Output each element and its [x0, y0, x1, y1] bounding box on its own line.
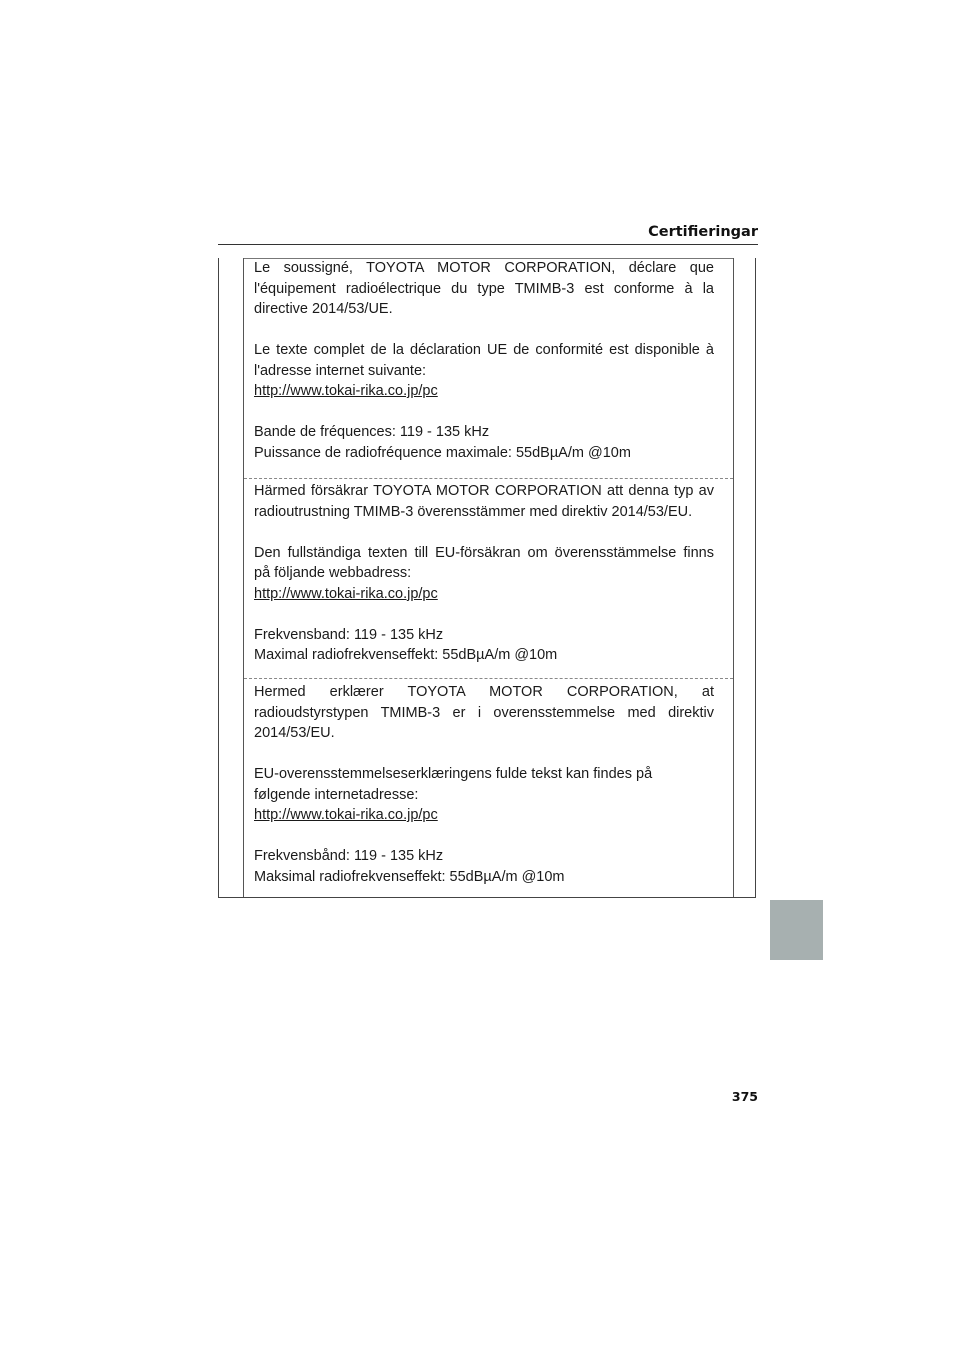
declaration-french — [254, 258, 714, 463]
declaration-text-line: l'équipement radioélectrique du type TMIMB-3 est conforme à la — [254, 280, 714, 297]
declaration-text-line: Le texte complet de la déclaration UE de conformité est disponible à — [254, 342, 714, 358]
declaration-text-line: radioudstyrstypen TMIMB-3 er i overensstemmelse med direktiv — [254, 704, 714, 721]
frequency-band-text: Frekvensband: 119 - 135 kHz — [254, 626, 444, 643]
declaration-text-line: Le soussigné, TOYOTA MOTOR CORPORATION, déclare que — [254, 260, 714, 276]
certification-inner-frame — [243, 258, 734, 897]
declaration-text-line: Den fullständiga texten till EU-försäkran om överensstämmelse finns — [254, 544, 714, 561]
declaration-text-line: radioutrustning TMIMB-3 överensstämmer med direktiv 2014/53/EU. — [254, 503, 693, 520]
page-header-title: Certifieringar — [648, 224, 758, 240]
declaration-text-line: 2014/53/EU. — [254, 725, 335, 741]
chapter-side-tab — [770, 900, 823, 960]
section-separator — [244, 678, 733, 679]
section-separator — [244, 478, 733, 479]
max-power-text: Puissance de radiofréquence maximale: 55dBµA/m @10m — [254, 444, 631, 461]
declaration-text-line: Härmed försäkrar TOYOTA MOTOR CORPORATION att denna typ av — [254, 483, 714, 499]
declaration-text-line: EU-overensstemmelseserklæringens fulde tekst kan findes på — [254, 766, 653, 782]
declaration-url-link[interactable]: http://www.tokai-rika.co.jp/pc — [254, 807, 438, 823]
declaration-text-line: Hermed erklærer TOYOTA MOTOR CORPORATION, at — [254, 684, 714, 700]
header-rule — [218, 244, 758, 245]
declaration-url-link[interactable]: http://www.tokai-rika.co.jp/pc — [254, 383, 438, 399]
declaration-text-line: directive 2014/53/UE. — [254, 301, 393, 317]
declaration-text-line: l'adresse internet suivante: — [254, 362, 427, 379]
certification-box — [218, 258, 756, 898]
max-power-text: Maksimal radiofrekvenseffekt: 55dBµA/m @10m — [254, 868, 565, 885]
declaration-swedish — [254, 481, 714, 666]
declaration-url-link[interactable]: http://www.tokai-rika.co.jp/pc — [254, 585, 438, 602]
page-number: 375 — [731, 1089, 758, 1104]
max-power-text: Maximal radiofrekvenseffekt: 55dBµA/m @10m — [254, 647, 558, 663]
frequency-band-text: Bande de fréquences: 119 - 135 kHz — [254, 424, 490, 440]
declaration-text-line: på följande webbadress: — [254, 565, 412, 581]
declaration-text-line: følgende internetadresse: — [254, 786, 419, 803]
declaration-danish — [254, 682, 714, 887]
frequency-band-text: Frekvensbånd: 119 - 135 kHz — [254, 848, 444, 864]
